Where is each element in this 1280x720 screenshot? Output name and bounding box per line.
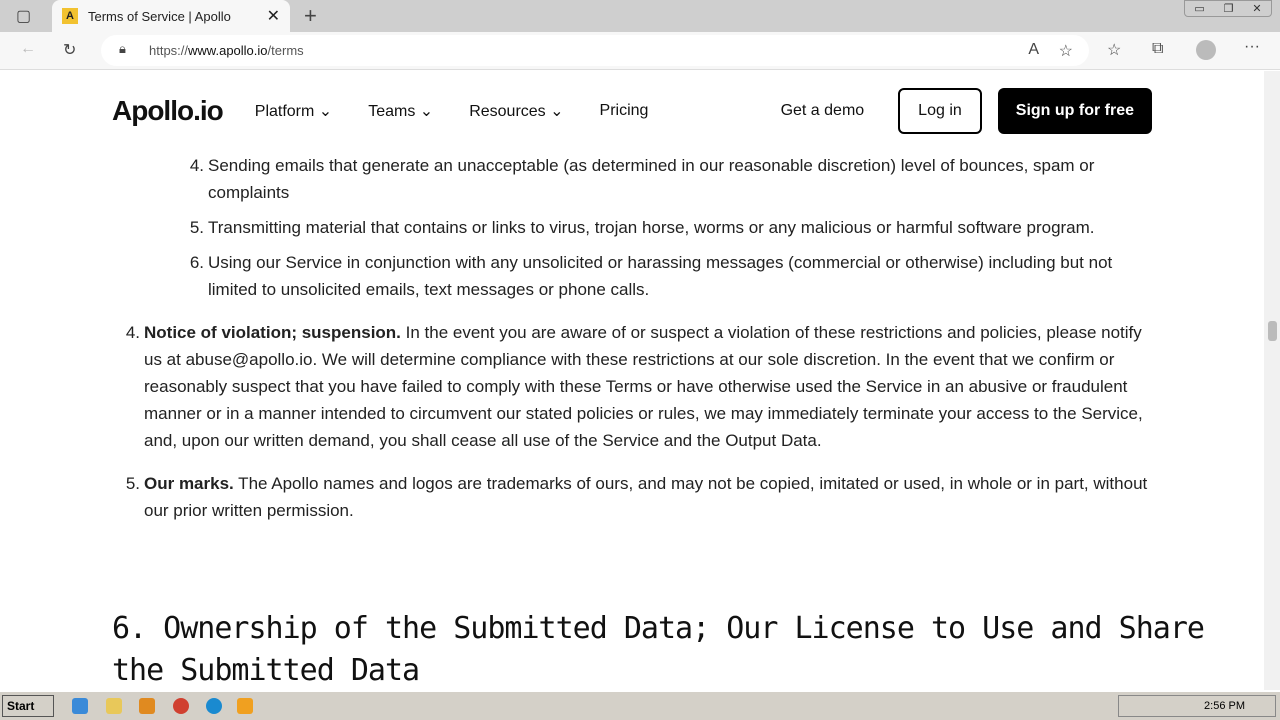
nav-platform[interactable]: Platform ⌄ xyxy=(254,103,333,120)
nav-teams[interactable]: Teams ⌄ xyxy=(368,103,434,120)
list-item: 4. Notice of violation; suspension. In the event you are aware of or suspect a violation of these restrictions and policies, please notify us at abuse@apollo.io. We will determine compliance with these restrictions at our sole discretion. In the event that we confirm or reasonably suspect that you have failed to comply with these Terms or have otherwise used the Service in an abusive or fraudulent manner or in a manner intended to circumvent our stated policies or rules, we may immediately terminate your access to the Service, and, upon our written demand, you shall cease all use of the Service and the Output Data. xyxy=(125,323,1143,450)
web-page xyxy=(0,71,1264,690)
close-window-icon[interactable]: ✕ xyxy=(1252,3,1262,15)
tab-title: Terms of Service | Apollo xyxy=(88,8,231,24)
url-scheme: https:// xyxy=(149,43,189,58)
read-aloud-icon[interactable]: A xyxy=(1028,41,1039,58)
chrome-icon[interactable] xyxy=(173,698,189,714)
back-icon[interactable]: ← xyxy=(20,40,36,57)
lock-icon[interactable]: 🔒︎ xyxy=(119,41,126,56)
signup-button[interactable]: Sign up for free xyxy=(998,88,1152,134)
terms-content xyxy=(0,152,1264,540)
tab-actions-icon[interactable]: ▢ xyxy=(16,8,32,25)
list-item: 6. Using our Service in conjunction with any unsolicited or harassing messages (commercial or otherwise) including but not limited to unsolicited emails, text messages or phone calls. xyxy=(189,253,1113,299)
clock: 2:56 PM xyxy=(1204,700,1245,712)
get-demo-link[interactable]: Get a demo xyxy=(780,102,865,119)
url-path: /terms xyxy=(267,43,304,58)
url-host: www.apollo.io xyxy=(188,43,268,58)
apollo-logo[interactable]: Apollo.io xyxy=(112,95,223,126)
favorites-icon[interactable]: ☆ xyxy=(1107,42,1122,59)
browser-tab[interactable] xyxy=(52,0,290,32)
outlook-icon[interactable] xyxy=(237,698,253,714)
explorer-icon[interactable] xyxy=(106,698,122,714)
collections-icon[interactable]: ⧉ xyxy=(1152,40,1164,57)
profile-avatar[interactable] xyxy=(1196,40,1216,60)
more-icon[interactable]: ··· xyxy=(1244,38,1260,55)
url-input[interactable] xyxy=(101,35,1089,66)
window-controls xyxy=(1184,0,1272,17)
address-bar-row xyxy=(0,32,1280,70)
login-button[interactable]: Log in xyxy=(898,88,982,134)
refresh-icon[interactable]: ↻ xyxy=(63,42,77,59)
restore-icon[interactable]: ❐ xyxy=(1223,3,1234,15)
taskbar xyxy=(0,690,1280,720)
add-favorite-icon[interactable]: ☆ xyxy=(1058,43,1073,60)
start-button[interactable]: Start xyxy=(2,695,54,717)
site-nav xyxy=(112,87,1152,135)
system-tray xyxy=(1118,695,1276,717)
scrollbar[interactable] xyxy=(1264,71,1280,690)
nav-resources[interactable]: Resources ⌄ xyxy=(469,103,564,120)
minimize-icon[interactable]: ▭ xyxy=(1194,3,1205,15)
scrollbar-thumb[interactable] xyxy=(1268,321,1277,341)
new-tab-icon[interactable]: + xyxy=(304,3,317,28)
apollo-favicon-icon: A xyxy=(62,8,78,24)
list-item: 5. Our marks. The Apollo names and logos are trademarks of ours, and may not be copied, imitated or used, in whole or in part, without our prior written permission. xyxy=(125,474,1148,520)
list-item: 5. Transmitting material that contains or links to virus, trojan horse, worms or any malicious or harmful software program. xyxy=(189,218,1095,237)
tab-bar xyxy=(0,0,1280,32)
media-player-icon[interactable] xyxy=(139,698,155,714)
ie-icon[interactable] xyxy=(72,698,88,714)
list-item: 4. Sending emails that generate an unacceptable (as determined in our reasonable discretion) level of bounces, spam or complaints xyxy=(189,156,1095,202)
section-heading: 6. Ownership of the Submitted Data; Our License to Use and Share the Submitted Data xyxy=(112,611,1204,688)
edge-icon[interactable] xyxy=(206,698,222,714)
nav-pricing[interactable]: Pricing xyxy=(599,102,649,119)
close-tab-icon[interactable]: ✕ xyxy=(266,8,280,25)
